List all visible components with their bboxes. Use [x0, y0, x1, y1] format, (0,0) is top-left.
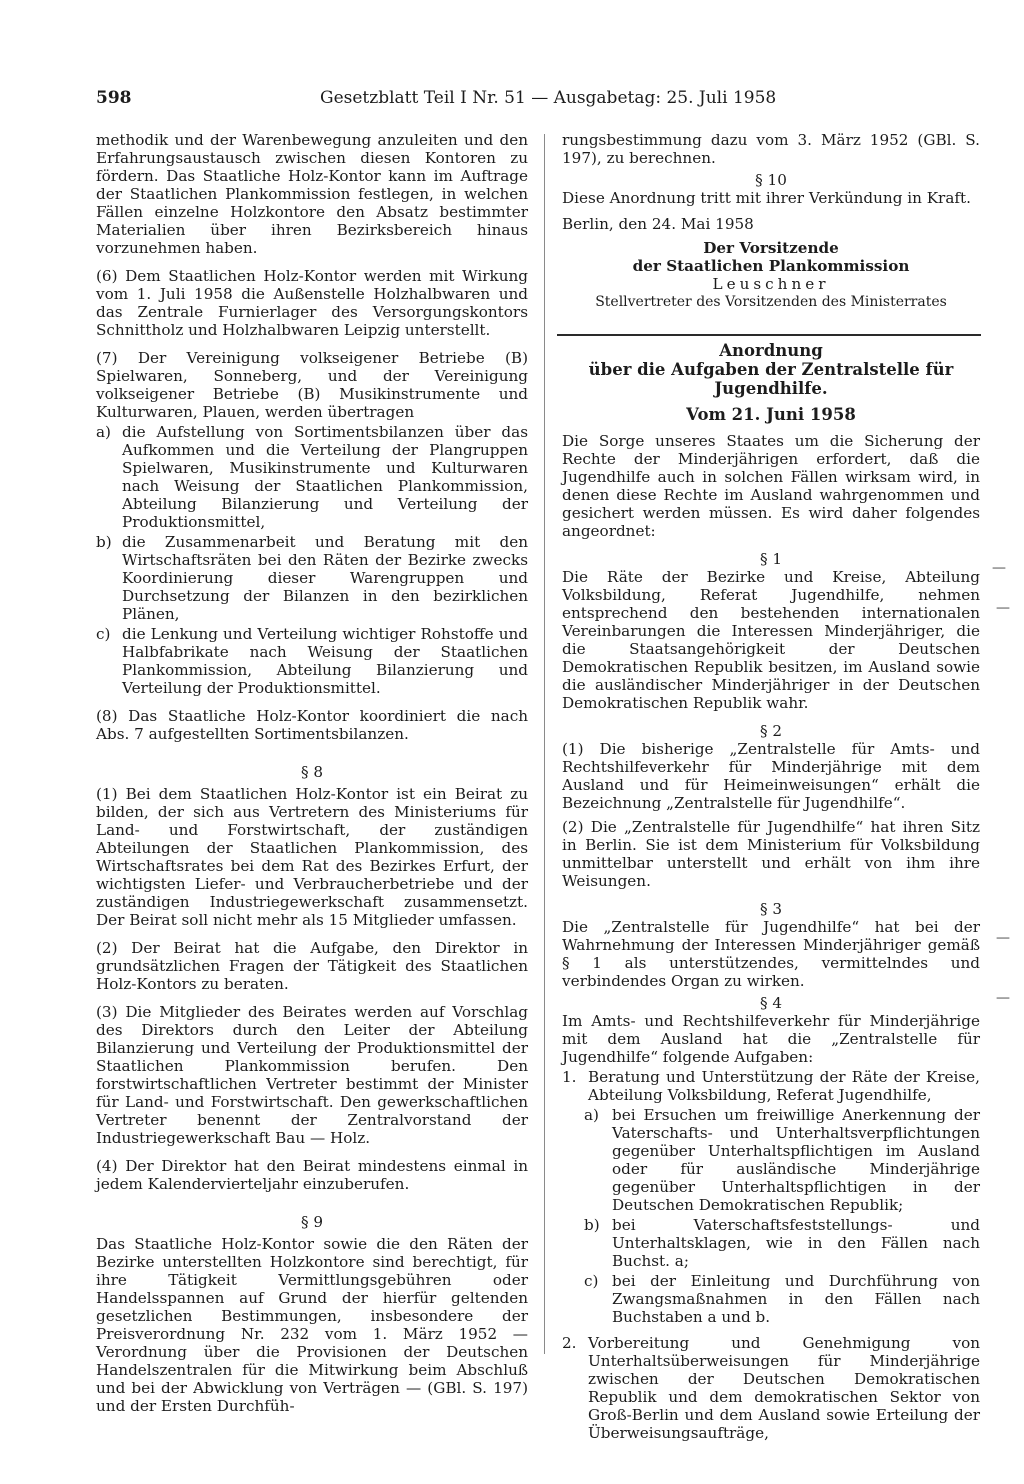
page-number: 598 [96, 88, 132, 108]
list-item [562, 1068, 980, 1104]
list-text: bei der Einleitung und Durchführung von Zwangsmaßnahmen in den Fällen nach Buchstaben a und b. [612, 1272, 980, 1326]
paragraph-7: (7) Der Vereinigung volkseigener Betriebe (B) Spielwaren, Sonneberg, und der Vereinigung volkseigener Betriebe (B) Musikinstrumente und Kulturwaren, Plauen, werden übertragen [96, 349, 528, 421]
margin-mark: — [996, 990, 1010, 1006]
list-marker: 2. [562, 1334, 577, 1352]
section-2-paragraph-1: (1) Die bisherige „Zentralstelle für Amts- und Rechtshilfeverkehr für Minderjährige mit dem Ausland und für Heimeinweisungen“ erhält die Bezeichnung „Zentralstelle für Jugendhilfe“. [562, 740, 980, 812]
section-heading-1: § 1 [759, 550, 783, 568]
document-date: Vom 21. Juni 1958 [686, 405, 856, 424]
list-marker: c) [584, 1272, 599, 1290]
list-text: Vorbereitung und Genehmigung von Unterhaltsüberweisungen für Minderjährige zwischen der Deutschen Demokratischen Republik und dem demokratischen Sektor von Groß-Berlin und dem Ausland sowie Erteilung der Überweisungsaufträge, [588, 1334, 980, 1442]
place-date: Berlin, den 24. Mai 1958 [562, 215, 754, 233]
section-heading-2: § 2 [759, 722, 783, 740]
preamble: Die Sorge unseres Staates um die Sicherung der Rechte der Minderjährigen erfordert, daß die Jugendhilfe auch in solchen Fällen wirksam wird, in denen diese Rechte im Ausland wahrgenommen und gesichert werden müssen. Es wird daher folgendes angeordnet: [562, 432, 980, 540]
paragraph-continuation: methodik und der Warenbewegung anzuleiten und den Erfahrungsaustausch zwischen diesen Kontoren zu fördern. Das Staatliche Holz-Kontor kann im Auftrage der Staatlichen Plankommission festlegen, in welchen Fällen einzelne Holzkontore den Absatz bestimmter Materialien über ihren Bezirksbereich hinaus vorzunehmen haben. [96, 131, 528, 257]
section-10-paragraph: Diese Anordnung tritt mit ihrer Verkündung in Kraft. [562, 189, 971, 207]
paragraph-6: (6) Dem Staatlichen Holz-Kontor werden mit Wirkung vom 1. Juli 1958 die Außenstelle Holzhalbwaren und das Zentrale Furnierlager des Versorgungskontors Schnittholz und Holzhalbwaren Leipzig unterstellt. [96, 267, 528, 339]
section-heading-3: § 3 [759, 900, 783, 918]
section-4-paragraph: Im Amts- und Rechtshilfeverkehr für Minderjährige mit dem Ausland hat die „Zentralstelle für Jugendhilfe“ folgende Aufgaben: [562, 1012, 980, 1066]
section-heading-9: § 9 [300, 1213, 324, 1231]
sub-list-item [584, 1272, 980, 1326]
list-text: die Zusammenarbeit und Beratung mit den Wirtschaftsräten bei den Räten der Bezirke zwecks Koordinierung dieser Warengruppen und Durchsetzung der Bilanzen in den bezirklichen Plänen, [122, 533, 528, 623]
list-item [96, 533, 528, 623]
margin-mark: — [996, 600, 1010, 616]
sub-list-item [584, 1216, 980, 1270]
section-3-paragraph: Die „Zentralstelle für Jugendhilfe“ hat bei der Wahrnehmung der Interessen Minderjähriger gemäß § 1 als unterstützendes, vermittelndes und verbindendes Organ zu wirken. [562, 918, 980, 990]
section-2-paragraph-2: (2) Die „Zentralstelle für Jugendhilfe“ hat ihren Sitz in Berlin. Sie ist dem Ministerium für Volksbildung unmittelbar unterstellt und erhält von ihm ihre Weisungen. [562, 818, 980, 890]
column-divider [544, 134, 545, 1354]
list-marker: c) [96, 625, 111, 643]
running-title: Gesetzblatt Teil I Nr. 51 — Ausgabetag: 25. Juli 1958 [320, 88, 777, 108]
list-marker: a) [584, 1106, 599, 1124]
list-marker: b) [584, 1216, 600, 1234]
section-heading-4: § 4 [759, 994, 783, 1012]
document-title: Anordnung [719, 341, 823, 360]
signature-name: Leuschner [712, 275, 830, 293]
list-text: Beratung und Unterstützung der Räte der Kreise, Abteilung Volksbildung, Referat Jugendhilfe, [588, 1068, 980, 1104]
section-9-paragraph: Das Staatliche Holz-Kontor sowie die den Räten der Bezirke unterstellten Holzkontore sind berechtigt, für ihre Tätigkeit Vermittlungsgebühren oder Handelsspannen auf Grund der hierfür geltenden gesetzlichen Bestimmungen, insbesondere der Preisverordnung Nr. 232 vom 1. März 1952 — Verordnung über die Provisionen der Deutschen Handelszentralen für die Mitwirkung beim Abschluß und bei der Abwicklung von Verträgen — (GBl. S. 197) und der Ersten Durchfüh- [96, 1235, 528, 1415]
left-column [96, 131, 528, 1415]
margin-mark: — [992, 560, 1006, 576]
section-8-paragraph-3: (3) Die Mitglieder des Beirates werden auf Vorschlag des Direktors durch den Leiter der Abteilung Bilanzierung und Verteilung der Produktionsmittel der Staatlichen Plankommission berufen. Den forstwirtschaftlichen Vertreter bestimmt der Minister für Land- und Forstwirtschaft. Den gewerkschaftlichen Vertreter benennt der Zentralvorstand der Industriegewerkschaft Bau — Holz. [96, 1003, 528, 1147]
document-subtitle: über die Aufgaben der Zentralstelle für Jugendhilfe. [588, 360, 954, 398]
list-item [96, 423, 528, 531]
list-item [96, 625, 528, 697]
list-marker: a) [96, 423, 111, 441]
sub-list-item [584, 1106, 980, 1214]
list-text: die Aufstellung von Sortimentsbilanzen über das Aufkommen und die Verteilung der Plangruppen Spielwaren, Musikinstrumente und Kulturwaren nach Weisung der Staatlichen Plankommission, Abteilung Bilanzierung und Verteilung der Produktionsmittel, [122, 423, 528, 531]
paragraph-continuation: rungsbestimmung dazu vom 3. März 1952 (GBl. S. 197), zu berechnen. [562, 131, 980, 167]
list-text: bei Vaterschaftsfeststellungs- und Unterhaltsklagen, wie in den Fällen nach Buchst. a; [612, 1216, 980, 1270]
section-heading-8: § 8 [300, 763, 324, 781]
section-8-paragraph-1: (1) Bei dem Staatlichen Holz-Kontor ist ein Beirat zu bilden, der sich aus Vertretern des Ministeriums für Land- und Forstwirtschaft, der zuständigen Abteilungen der Staatlichen Plankommission, des Wirtschaftsrates bei dem Rat des Bezirkes Erfurt, der wichtigsten Liefer- und Verbraucherbetriebe und der zuständigen Industriegewerkschaft zusammensetzt. Der Beirat soll nicht mehr als 15 Mitglieder umfassen. [96, 785, 528, 929]
signature-role: Stellvertreter des Vorsitzenden des Ministerrates [595, 294, 947, 310]
margin-mark: — [996, 930, 1010, 946]
list-item [562, 1334, 980, 1442]
paragraph-8: (8) Das Staatliche Holz-Kontor koordiniert die nach Abs. 7 aufgestellten Sortimentsbilanzen. [96, 707, 528, 743]
section-8-paragraph-4: (4) Der Direktor hat den Beirat mindestens einmal in jedem Kalendervierteljahr einzuberufen. [96, 1157, 528, 1193]
list-text: bei Ersuchen um freiwillige Anerkennung der Vaterschafts- und Unterhaltsverpflichtungen gegenüber Unterhaltspflichtigen im Ausland oder für ausländische Minderjährige gegenüber Unterhaltspflichtigen in der Deutschen Demokratischen Republik; [612, 1106, 980, 1214]
section-heading-10: § 10 [755, 171, 787, 189]
list-text: die Lenkung und Verteilung wichtiger Rohstoffe und Halbfabrikate nach Weisung der Staatlichen Plankommission, Abteilung Bilanzierung und Verteilung der Produktionsmittel. [122, 625, 528, 697]
list-marker: 1. [562, 1068, 577, 1086]
signature-title-2: der Staatlichen Plankommission [632, 257, 910, 275]
section-8-paragraph-2: (2) Der Beirat hat die Aufgabe, den Direktor in grundsätzlichen Fragen der Tätigkeit des Staatlichen Holz-Kontors zu beraten. [96, 939, 528, 993]
page-header [96, 88, 776, 108]
section-1-paragraph: Die Räte der Bezirke und Kreise, Abteilung Volksbildung, Referat Jugendhilfe, nehmen entsprechend den bestehenden internationalen Vereinbarungen die Interessen Minderjähriger, die die Staatsangehörigkeit der Deutschen Demokratischen Republik besitzen, im Ausland sowie die ausländischer Minderjähriger in der Deutschen Demokratischen Republik wahr. [562, 568, 980, 712]
right-column [562, 131, 980, 1442]
list-marker: b) [96, 533, 112, 551]
signature-title-1: Der Vorsitzende [703, 239, 839, 257]
